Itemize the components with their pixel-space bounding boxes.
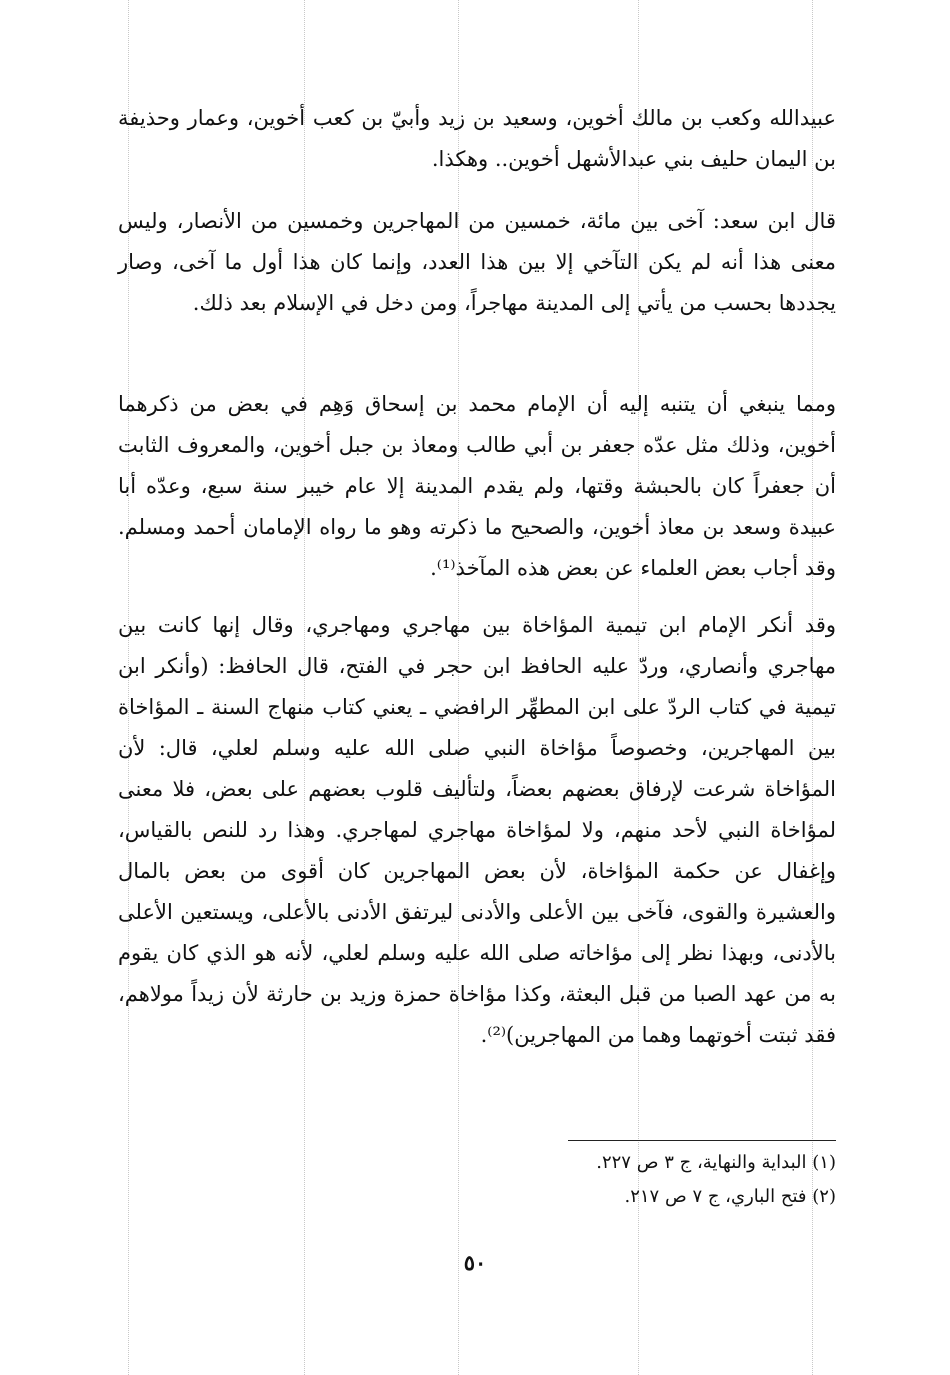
paragraph-text: عبيدالله وكعب بن مالك أخوين، وسعيد بن زيد وأبيّ بن كعب أخوين، وعمار وحذيفة بن اليمان حليف بني عبدالأشهل أخوين.. وهكذا. bbox=[118, 106, 836, 171]
paragraph-text: ومما ينبغي أن يتنبه إليه أن الإمام محمد بن إسحاق وَهِم في بعض من ذكرهما أخوين، وذلك مثل عدّه جعفر بن أبي طالب ومعاذ بن جبل أخوين، والمعروف الثابت أن جعفراً كان بالحبشة وقتها، ولم يقدم المدينة إلا عام خيبر سنة سبع، وعدّه أبا عبيدة وسعد بن معاذ أخوين، والصحيح ما ذكرته وهو ما رواه الإمامان أحمد ومسلم. وقد أجاب بعض العلماء عن بعض هذه المآخذ⁽¹⁾. bbox=[118, 392, 836, 580]
body-paragraph-2 bbox=[118, 201, 836, 324]
body-paragraph-3 bbox=[118, 384, 836, 589]
body-paragraph-4 bbox=[118, 605, 836, 1056]
footnote-1: (١) البداية والنهاية، ج ٣ ص ٢٢٧. bbox=[596, 1152, 836, 1173]
page-number: ٥٠ bbox=[463, 1250, 487, 1275]
footnotes bbox=[300, 1146, 836, 1214]
footnote-2: (٢) فتح الباري، ج ٧ ص ٢١٧. bbox=[624, 1186, 836, 1207]
paragraph-text: قال ابن سعد: آخى بين مائة، خمسين من المهاجرين وخمسين من الأنصار، وليس معنى هذا أنه لم يكن التآخي إلا بين هذا العدد، وإنما كان هذا أول ما آخى، وصار يجددها بحسب من يأتي إلى المدينة مهاجراً، ومن دخل في الإسلام بعد ذلك. bbox=[118, 209, 836, 315]
paragraph-text: وقد أنكر الإمام ابن تيمية المؤاخاة بين مهاجري ومهاجري، وقال إنها كانت بين مهاجري وأنصاري، وردّ عليه الحافظ ابن حجر في الفتح، قال الحافظ: (وأنكر ابن تيمية في كتاب الردّ على ابن المطهِّر الرافضي ـ يعني كتاب منهاج السنة ـ المؤاخاة بين المهاجرين، وخصوصاً مؤاخاة النبي صلى الله عليه وسلم لعلي، قال: لأن المؤاخاة شرعت لإرفاق بعضهم بعضاً، ولتأليف قلوب بعضهم على بعض، فلا معنى لمؤاخاة النبي لأحد منهم، ولا لمؤاخاة مهاجري لمهاجري. وهذا رد للنص بالقياس، وإغفال عن حكمة المؤاخاة، لأن بعض المهاجرين كان أقوى من بعض بالمال والعشيرة والقوى، فآخى بين الأعلى والأدنى ليرتفق الأدنى بالأعلى، ويستعين الأعلى بالأدنى، وبهذا نظر إلى مؤاخاته صلى الله عليه وسلم لعلي، لأنه هو الذي كان يقوم به من عهد الصبا من قبل البعثة، وكذا مؤاخاة حمزة وزيد بن حارثة لأن زيداً مولاهم، فقد ثبتت أخوتهما وهما من المهاجرين)⁽²⁾. bbox=[118, 613, 836, 1047]
footnote-divider bbox=[568, 1140, 836, 1141]
body-paragraph-1 bbox=[118, 98, 836, 180]
